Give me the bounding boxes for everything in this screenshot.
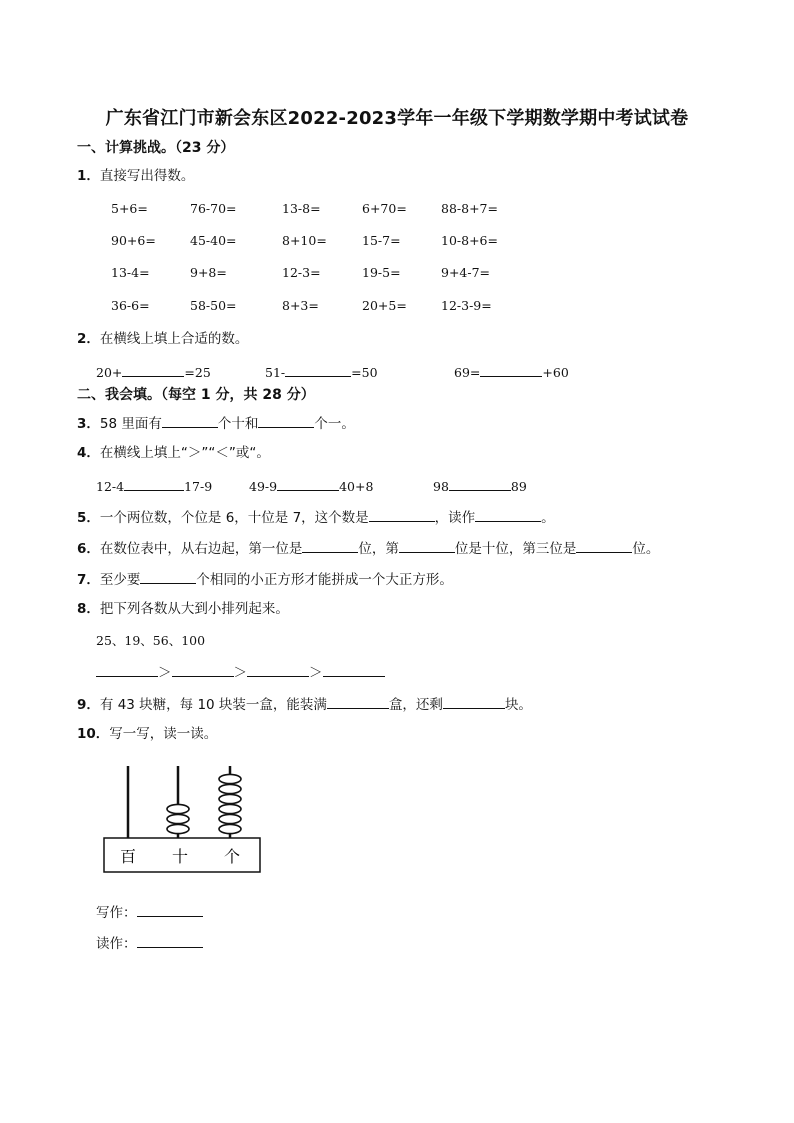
write-answer-row: [96, 902, 203, 922]
answer-blank[interactable]: [162, 413, 218, 428]
answer-blank[interactable]: [449, 476, 511, 491]
fill-item-b: [265, 362, 378, 382]
abacus-bead: [167, 824, 189, 833]
question-number: 5．: [77, 510, 100, 526]
calc-item: 36-6=: [111, 298, 150, 313]
compare-right: 17-9: [184, 479, 213, 494]
answer-blank[interactable]: [258, 413, 314, 428]
question-number: 7．: [77, 572, 100, 588]
question-2: [77, 330, 248, 348]
fill-prefix: 51-: [265, 365, 286, 380]
greater-than-sign: ＞: [158, 665, 172, 681]
compare-item-c: [433, 476, 527, 496]
question-text: 个一。: [314, 416, 355, 432]
abacus-label-ones: 个: [223, 847, 241, 866]
question-text: 在数位表中，从右边起，第一位是: [99, 541, 303, 557]
answer-blank[interactable]: [96, 662, 158, 677]
answer-blank[interactable]: [480, 362, 542, 377]
compare-left: 98: [433, 479, 449, 494]
fill-prefix: 69=: [454, 365, 481, 380]
calc-item: 10-8+6=: [441, 233, 498, 248]
answer-blank[interactable]: [323, 662, 385, 677]
question-text: 58 里面有: [99, 416, 162, 432]
abacus-bead: [167, 804, 189, 813]
write-label: 写作：: [96, 905, 137, 921]
question-text: 有 43 块糖，每 10 块装一盒，能装满: [99, 697, 327, 713]
calc-item: 9+4-7=: [441, 265, 491, 280]
question-5: [77, 507, 555, 527]
compare-left: 49-9: [249, 479, 278, 494]
abacus-bead: [219, 824, 241, 833]
numbers-to-sort: 25、19、56、100: [96, 633, 206, 648]
calc-item: 90+6=: [111, 233, 156, 248]
question-9: [77, 694, 532, 714]
compare-right: 40+8: [339, 479, 374, 494]
question-number: 1．: [77, 168, 100, 184]
abacus-bead: [219, 814, 241, 823]
answer-blank[interactable]: [443, 694, 505, 709]
calc-item: 12-3=: [282, 265, 321, 280]
answer-blank[interactable]: [327, 694, 389, 709]
calc-item: 20+5=: [362, 298, 407, 313]
question-text: 把下列各数从大到小排列起来。: [99, 601, 289, 617]
fill-prefix: 20+: [96, 365, 123, 380]
question-text: 在横线上填上合适的数。: [99, 331, 249, 347]
abacus-bead: [219, 774, 241, 783]
answer-blank[interactable]: [302, 538, 358, 553]
question-text: 至少要: [99, 572, 141, 588]
abacus-beads-tens: [167, 804, 189, 833]
question-number: 10．: [77, 726, 110, 742]
question-number: 3．: [77, 416, 100, 432]
calc-item: 88-8+7=: [441, 201, 498, 216]
question-number: 2．: [77, 331, 100, 347]
answer-blank[interactable]: [172, 662, 234, 677]
greater-than-sign: ＞: [309, 665, 323, 681]
compare-item-a: [96, 476, 212, 496]
abacus-label-tens: 十: [171, 847, 189, 866]
abacus-bead: [219, 784, 241, 793]
greater-than-sign: ＞: [233, 665, 247, 681]
question-1: [77, 167, 194, 185]
abacus-bead: [219, 804, 241, 813]
abacus-figure: [100, 762, 265, 878]
answer-blank[interactable]: [475, 507, 541, 522]
answer-blank[interactable]: [140, 569, 196, 584]
question-4: [77, 444, 270, 462]
calc-item: 13-8=: [282, 201, 321, 216]
fill-suffix: =25: [184, 365, 211, 380]
question-number: 8．: [77, 601, 100, 617]
answer-blank[interactable]: [137, 933, 203, 948]
question-text: 一个两位数，个位是 6，十位是 7，这个数是: [99, 510, 369, 526]
read-answer-row: [96, 933, 203, 953]
compare-left: 12-4: [96, 479, 125, 494]
calc-item: 45-40=: [190, 233, 237, 248]
question-text: 盒，还剩: [388, 697, 443, 713]
calc-item: 13-4=: [111, 265, 150, 280]
question-8: [77, 600, 289, 618]
answer-blank[interactable]: [576, 538, 632, 553]
fill-suffix: =50: [351, 365, 378, 380]
exam-title: 广东省江门市新会东区2022-2023学年一年级下学期数学期中考试试卷: [105, 108, 689, 129]
question-text: 个相同的小正方形才能拼成一个大正方形。: [196, 572, 453, 588]
answer-blank[interactable]: [277, 476, 339, 491]
read-label: 读作：: [96, 936, 137, 952]
calc-item: 12-3-9=: [441, 298, 492, 313]
question-number: 9．: [77, 697, 100, 713]
question-text: 块。: [504, 697, 532, 713]
question-10: [77, 725, 217, 743]
abacus-label-hundreds: 百: [119, 847, 137, 866]
ordering-row: [96, 662, 385, 682]
abacus-bead: [219, 794, 241, 803]
answer-blank[interactable]: [124, 476, 184, 491]
question-text: 在横线上填上“＞”“＜”或“。: [99, 445, 270, 461]
fill-item-c: [454, 362, 569, 382]
compare-right: 89: [510, 479, 527, 494]
calc-item: 58-50=: [190, 298, 237, 313]
question-text: 位。: [632, 541, 660, 557]
abacus-beads-ones: [219, 774, 241, 833]
question-text: 直接写出得数。: [99, 168, 195, 184]
question-3: [77, 413, 355, 433]
answer-blank[interactable]: [399, 538, 455, 553]
question-text: ，读作: [434, 510, 476, 526]
question-text: 个十和: [217, 416, 259, 432]
question-text: 位，第: [358, 541, 399, 557]
fill-suffix: +60: [542, 365, 569, 380]
answer-blank[interactable]: [122, 362, 184, 377]
section-2-heading: 二、我会填。（每空 1 分，共 28 分）: [77, 387, 315, 403]
question-text: 写一写，读一读。: [109, 726, 218, 742]
fill-item-a: [96, 362, 211, 382]
question-6: [77, 538, 659, 558]
answer-blank[interactable]: [247, 662, 309, 677]
question-number: 6．: [77, 541, 100, 557]
calc-item: 6+70=: [362, 201, 407, 216]
answer-blank[interactable]: [369, 507, 435, 522]
calc-item: 15-7=: [362, 233, 401, 248]
question-number: 4．: [77, 445, 100, 461]
answer-blank[interactable]: [137, 902, 203, 917]
calc-item: 8+3=: [282, 298, 319, 313]
section-1-heading: 一、计算挑战。（23 分）: [77, 140, 235, 156]
question-text: 。: [541, 510, 555, 526]
question-text: 位是十位，第三位是: [454, 541, 577, 557]
abacus-bead: [167, 814, 189, 823]
calc-item: 76-70=: [190, 201, 237, 216]
answer-blank[interactable]: [285, 362, 351, 377]
compare-item-b: [249, 476, 373, 496]
calc-item: 19-5=: [362, 265, 401, 280]
question-7: [77, 569, 453, 589]
calc-item: 9+8=: [190, 265, 227, 280]
calc-item: 8+10=: [282, 233, 327, 248]
calc-item: 5+6=: [111, 201, 148, 216]
